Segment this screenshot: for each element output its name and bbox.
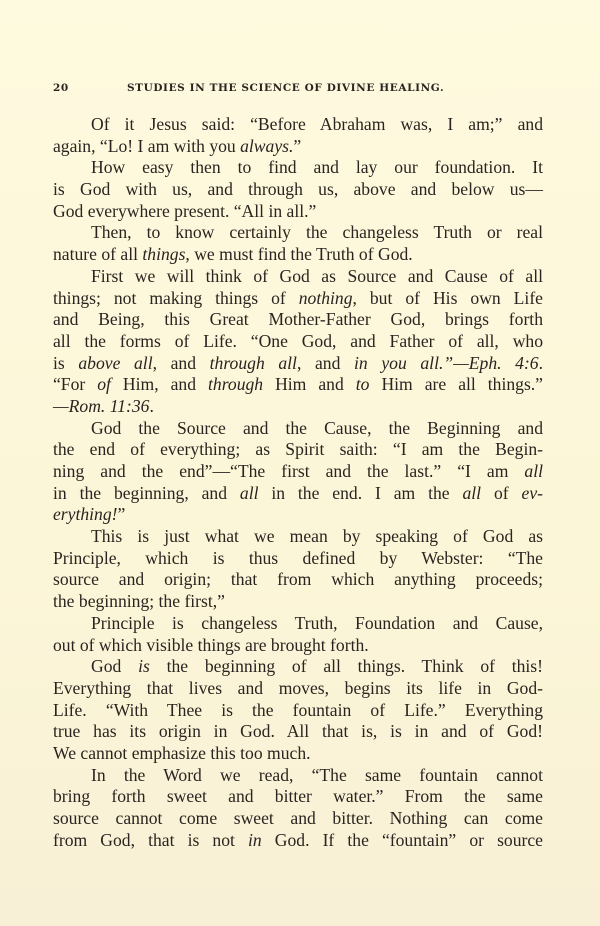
text-run: , and — [296, 352, 355, 373]
text-run: the beginning of all things. Think of this! — [149, 656, 544, 677]
text-run: Everything that lives and moves, begins its life in God- — [53, 677, 543, 698]
running-head — [53, 82, 547, 98]
italic-text: always. — [240, 135, 294, 156]
text-line — [53, 808, 543, 830]
text-run: . — [149, 395, 154, 416]
text-run: out of which visible things are brought forth. — [53, 634, 369, 655]
text-line — [53, 201, 543, 223]
text-run: Him and — [263, 374, 356, 395]
text-run: This is just what we mean by speaking of God as — [91, 526, 543, 547]
text-run: Of it Jesus said: “Before Abraham was, I am;” and — [91, 114, 543, 134]
text-line — [53, 700, 543, 722]
text-line — [53, 309, 543, 331]
text-run: , we must find the Truth of God. — [185, 244, 413, 265]
text-line — [53, 526, 543, 548]
text-run: the beginning; the first,” — [53, 591, 225, 612]
text-line — [53, 179, 543, 201]
text-line — [53, 765, 543, 787]
italic-text: through — [208, 374, 264, 395]
text-run: God — [91, 656, 139, 677]
text-run: in the end. I am the — [258, 482, 463, 503]
text-run: We cannot emphasize this too much. — [53, 742, 311, 763]
italic-text: things — [142, 244, 186, 265]
text-run: true has its origin in God. All that is, is in and of God! — [53, 721, 543, 742]
text-line — [53, 461, 543, 483]
text-line — [53, 635, 543, 657]
text-line — [53, 288, 543, 310]
text-run: “For — [53, 374, 98, 395]
text-run: of — [481, 482, 522, 503]
text-line — [53, 786, 543, 808]
italic-text: is — [138, 656, 150, 677]
text-run: , and — [152, 352, 210, 373]
text-run: from God, that is not — [53, 829, 248, 850]
text-run: source cannot come sweet and bitter. Nothing can come — [53, 808, 543, 828]
text-run: things; not making things of — [53, 287, 299, 308]
text-line — [53, 721, 543, 743]
text-run: the end of everything; as Spirit saith: “I am the Begin- — [53, 439, 543, 460]
italic-text: all — [462, 482, 482, 503]
italic-text: to — [355, 374, 370, 395]
text-run: ning and the end”—“The first and the last.” “I am — [53, 461, 525, 481]
italic-text: nothing — [298, 287, 353, 308]
text-line — [53, 244, 543, 266]
text-run: , but of His own Life — [352, 287, 543, 308]
text-line — [53, 569, 543, 591]
text-line — [53, 418, 543, 440]
text-line — [53, 830, 543, 852]
italic-text: in you all.”—Eph. 4:6 — [354, 352, 539, 373]
italic-text: ev- — [521, 482, 543, 503]
text-line — [53, 613, 543, 635]
text-line — [53, 678, 543, 700]
text-line — [53, 374, 543, 396]
text-line — [53, 591, 543, 613]
italic-text: in — [247, 829, 262, 850]
text-run: ” — [117, 504, 126, 525]
text-line — [53, 656, 543, 678]
text-run: in the beginning, and — [53, 482, 240, 503]
text-run: Principle is changeless Truth, Foundation and Cause, — [91, 612, 543, 633]
text-run: is God with us, and through us, above and below us— — [53, 179, 543, 200]
text-line — [53, 266, 543, 288]
text-run: How easy then to find and lay our foundation. It — [91, 157, 543, 178]
text-line — [53, 439, 543, 461]
body-text — [53, 114, 543, 851]
text-line — [53, 743, 543, 765]
text-run: again, “Lo! I am with you — [53, 135, 241, 156]
italic-text: above all — [78, 352, 153, 373]
text-run: is — [53, 352, 79, 373]
text-run: Then, to know certainly the changeless Truth or real — [91, 222, 543, 243]
text-run: God the Source and the Cause, the Beginning and — [91, 417, 543, 438]
italic-text: through all — [209, 352, 297, 373]
italic-text: all — [524, 461, 543, 481]
text-line — [53, 353, 543, 375]
text-run: Him are all things.” — [369, 374, 543, 395]
text-run: . — [538, 352, 544, 373]
text-line — [53, 114, 543, 136]
text-run: nature of all — [53, 244, 143, 265]
text-line — [53, 548, 543, 570]
text-line — [53, 504, 543, 526]
text-run: Life. “With Thee is the fountain of Life.” Everything — [53, 699, 543, 720]
text-line — [53, 396, 543, 418]
text-line — [53, 136, 543, 158]
text-run: Him, and — [110, 374, 209, 395]
text-run: First we will think of God as Source and Cause of all — [91, 265, 543, 286]
text-run: bring forth sweet and bitter water.” From the same — [53, 786, 543, 807]
text-run: and Being, this Great Mother-Father God, brings forth — [53, 309, 543, 330]
running-title: STUDIES IN THE SCIENCE OF DIVINE HEALING. — [127, 82, 445, 94]
text-line — [53, 222, 543, 244]
text-run: source and origin; that from which anything proceeds; — [53, 569, 543, 590]
italic-text: of — [97, 374, 111, 395]
italic-text: —Rom. 11:36 — [53, 395, 150, 416]
text-run: In the Word we read, “The same fountain cannot — [91, 764, 543, 785]
text-run: all the forms of Life. “One God, and Father of all, who — [53, 330, 543, 351]
italic-text: erything! — [53, 504, 118, 525]
text-line — [53, 483, 543, 505]
page-number: 20 — [53, 82, 69, 94]
text-run: ” — [293, 135, 302, 156]
text-line — [53, 157, 543, 179]
text-run: Principle, which is thus defined by Webster: “The — [53, 547, 543, 568]
text-run: God. If the “fountain” or source — [261, 829, 543, 850]
text-line — [53, 331, 543, 353]
italic-text: all — [239, 482, 259, 503]
text-run: God everywhere present. “All in all.” — [53, 200, 317, 221]
